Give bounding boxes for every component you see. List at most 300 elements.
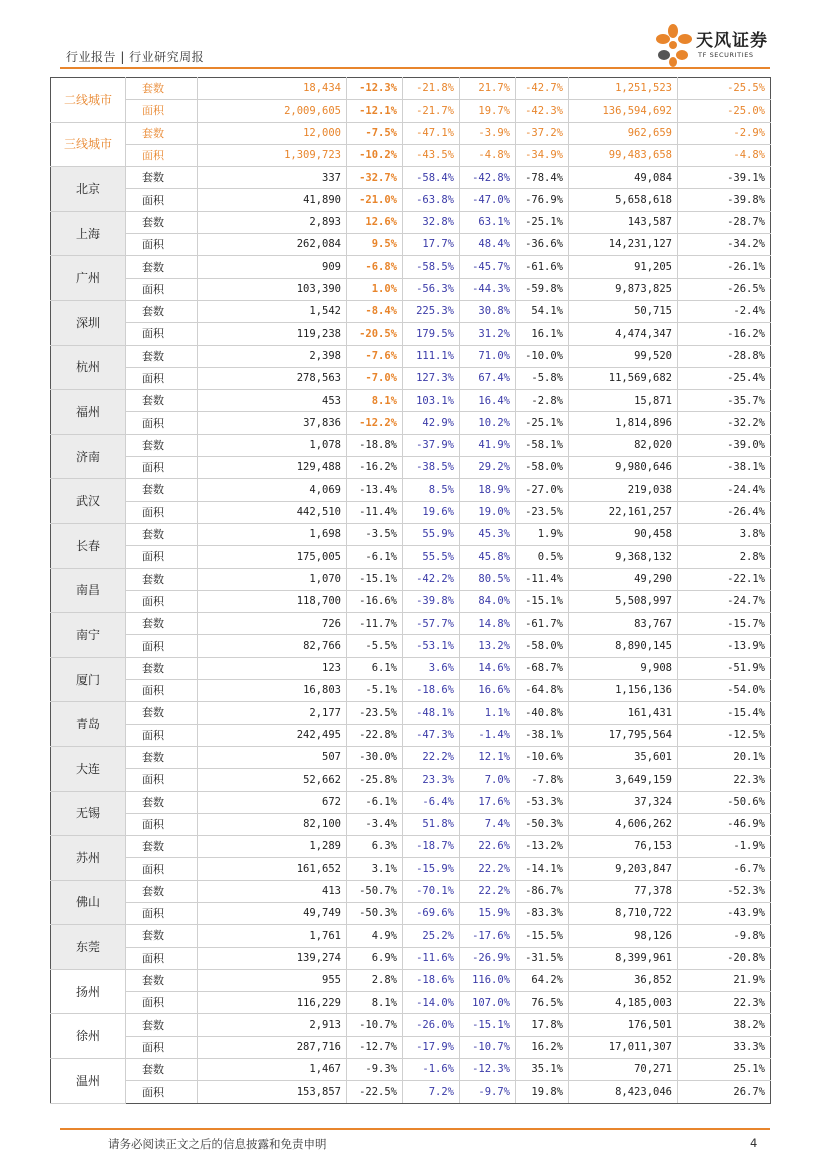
metric-label-cell: 套数	[126, 256, 198, 278]
value-cell: 413	[198, 880, 347, 902]
value-cell: -27.0%	[516, 479, 569, 501]
value-cell: 16.4%	[460, 390, 516, 412]
city-name-cell: 福州	[51, 390, 126, 435]
metric-label-cell: 套数	[126, 1059, 198, 1081]
value-cell: -3.4%	[347, 813, 403, 835]
value-cell: 179.5%	[403, 323, 460, 345]
value-cell: 80.5%	[460, 568, 516, 590]
table-row	[51, 947, 771, 969]
value-cell: 48.4%	[460, 234, 516, 256]
value-cell: 161,431	[569, 702, 678, 724]
value-cell: 127.3%	[403, 367, 460, 389]
value-cell: 9,908	[569, 657, 678, 679]
value-cell: 15,871	[569, 390, 678, 412]
metric-label-cell: 套数	[126, 122, 198, 144]
metric-label-cell: 面积	[126, 813, 198, 835]
value-cell: -12.3%	[460, 1059, 516, 1081]
value-cell: -50.3%	[516, 813, 569, 835]
value-cell: -50.6%	[678, 791, 771, 813]
value-cell: -47.1%	[403, 122, 460, 144]
company-logo	[652, 22, 782, 68]
value-cell: 219,038	[569, 479, 678, 501]
value-cell: -11.4%	[347, 501, 403, 523]
value-cell: 4,474,347	[569, 323, 678, 345]
value-cell: -17.9%	[403, 1036, 460, 1058]
value-cell: -53.1%	[403, 635, 460, 657]
value-cell: 22.6%	[460, 836, 516, 858]
value-cell: 29.2%	[460, 457, 516, 479]
value-cell: 176,501	[569, 1014, 678, 1036]
metric-label-cell: 面积	[126, 947, 198, 969]
metric-label-cell: 套数	[126, 1014, 198, 1036]
value-cell: 1,698	[198, 523, 347, 545]
value-cell: -58.0%	[516, 457, 569, 479]
value-cell: -50.3%	[347, 902, 403, 924]
value-cell: -24.7%	[678, 590, 771, 612]
value-cell: -26.9%	[460, 947, 516, 969]
value-cell: -11.7%	[347, 613, 403, 635]
metric-label-cell: 套数	[126, 746, 198, 768]
value-cell: -25.5%	[678, 78, 771, 100]
value-cell: -14.1%	[516, 858, 569, 880]
table-row	[51, 791, 771, 813]
page-number: 4	[750, 1136, 758, 1150]
city-name-cell: 苏州	[51, 836, 126, 881]
table-row	[51, 880, 771, 902]
value-cell: -6.1%	[347, 791, 403, 813]
value-cell: -42.2%	[403, 568, 460, 590]
value-cell: -2.8%	[516, 390, 569, 412]
value-cell: 1,814,896	[569, 412, 678, 434]
value-cell: 13.2%	[460, 635, 516, 657]
value-cell: -9.3%	[347, 1059, 403, 1081]
value-cell: -61.6%	[516, 256, 569, 278]
value-cell: -21.7%	[403, 100, 460, 122]
value-cell: 52,662	[198, 769, 347, 791]
value-cell: 99,483,658	[569, 144, 678, 166]
logo-english-name: TF SECURITIES	[698, 51, 754, 59]
value-cell: -51.9%	[678, 657, 771, 679]
value-cell: 123	[198, 657, 347, 679]
value-cell: 45.8%	[460, 546, 516, 568]
value-cell: 33.3%	[678, 1036, 771, 1058]
value-cell: -50.7%	[347, 880, 403, 902]
value-cell: 7.2%	[403, 1081, 460, 1103]
value-cell: 8,399,961	[569, 947, 678, 969]
housing-sales-table	[50, 77, 771, 1104]
value-cell: -69.6%	[403, 902, 460, 924]
metric-label-cell: 面积	[126, 902, 198, 924]
value-cell: 18.9%	[460, 479, 516, 501]
city-name-cell: 长春	[51, 523, 126, 568]
value-cell: -18.6%	[403, 969, 460, 991]
metric-label-cell: 套数	[126, 434, 198, 456]
value-cell: -83.3%	[516, 902, 569, 924]
city-name-cell: 深圳	[51, 300, 126, 345]
value-cell: -24.4%	[678, 479, 771, 501]
value-cell: -26.1%	[678, 256, 771, 278]
value-cell: -16.2%	[347, 457, 403, 479]
table-row	[51, 969, 771, 991]
value-cell: -34.2%	[678, 234, 771, 256]
city-name-cell: 北京	[51, 167, 126, 212]
value-cell: 14.8%	[460, 613, 516, 635]
value-cell: -15.1%	[347, 568, 403, 590]
value-cell: 76,153	[569, 836, 678, 858]
value-cell: -22.1%	[678, 568, 771, 590]
value-cell: 3,649,159	[569, 769, 678, 791]
value-cell: 8,890,145	[569, 635, 678, 657]
value-cell: 31.2%	[460, 323, 516, 345]
metric-label-cell: 套数	[126, 167, 198, 189]
value-cell: 30.8%	[460, 300, 516, 322]
value-cell: -11.6%	[403, 947, 460, 969]
value-cell: 49,749	[198, 902, 347, 924]
table-row	[51, 479, 771, 501]
value-cell: 12.6%	[347, 211, 403, 233]
value-cell: 3.8%	[678, 523, 771, 545]
value-cell: -16.2%	[678, 323, 771, 345]
metric-label-cell: 套数	[126, 880, 198, 902]
table-body	[51, 78, 771, 1104]
value-cell: 2,177	[198, 702, 347, 724]
value-cell: -14.0%	[403, 992, 460, 1014]
value-cell: -44.3%	[460, 278, 516, 300]
value-cell: 67.4%	[460, 367, 516, 389]
value-cell: -1.4%	[460, 724, 516, 746]
table-row	[51, 590, 771, 612]
value-cell: -39.0%	[678, 434, 771, 456]
value-cell: -26.0%	[403, 1014, 460, 1036]
table-row	[51, 78, 771, 100]
value-cell: 1,289	[198, 836, 347, 858]
value-cell: 9,203,847	[569, 858, 678, 880]
value-cell: -13.2%	[516, 836, 569, 858]
value-cell: -20.8%	[678, 947, 771, 969]
value-cell: 49,084	[569, 167, 678, 189]
value-cell: 25.2%	[403, 925, 460, 947]
value-cell: 1,542	[198, 300, 347, 322]
value-cell: 1.9%	[516, 523, 569, 545]
city-name-cell: 大连	[51, 746, 126, 791]
value-cell: 278,563	[198, 367, 347, 389]
value-cell: -31.5%	[516, 947, 569, 969]
value-cell: 26.7%	[678, 1081, 771, 1103]
city-name-cell: 二线城市	[51, 78, 126, 123]
value-cell: -3.9%	[460, 122, 516, 144]
value-cell: -58.1%	[516, 434, 569, 456]
value-cell: 139,274	[198, 947, 347, 969]
value-cell: -61.7%	[516, 613, 569, 635]
table-row	[51, 1014, 771, 1036]
value-cell: 8.1%	[347, 390, 403, 412]
value-cell: 1,070	[198, 568, 347, 590]
value-cell: -13.9%	[678, 635, 771, 657]
value-cell: -9.8%	[678, 925, 771, 947]
value-cell: 129,488	[198, 457, 347, 479]
value-cell: -48.1%	[403, 702, 460, 724]
metric-label-cell: 面积	[126, 144, 198, 166]
metric-label-cell: 面积	[126, 590, 198, 612]
metric-label-cell: 面积	[126, 724, 198, 746]
value-cell: -12.1%	[347, 100, 403, 122]
value-cell: 38.2%	[678, 1014, 771, 1036]
table-row	[51, 992, 771, 1014]
value-cell: 3.1%	[347, 858, 403, 880]
value-cell: -8.4%	[347, 300, 403, 322]
value-cell: 8,710,722	[569, 902, 678, 924]
metric-label-cell: 面积	[126, 1081, 198, 1103]
value-cell: 116.0%	[460, 969, 516, 991]
value-cell: -22.8%	[347, 724, 403, 746]
value-cell: -5.8%	[516, 367, 569, 389]
value-cell: 1,309,723	[198, 144, 347, 166]
city-name-cell: 济南	[51, 434, 126, 479]
value-cell: 19.0%	[460, 501, 516, 523]
value-cell: 42.9%	[403, 412, 460, 434]
value-cell: -43.9%	[678, 902, 771, 924]
value-cell: -10.2%	[347, 144, 403, 166]
city-name-cell: 东莞	[51, 925, 126, 970]
value-cell: 5,658,618	[569, 189, 678, 211]
value-cell: 442,510	[198, 501, 347, 523]
value-cell: -15.5%	[516, 925, 569, 947]
value-cell: 1.1%	[460, 702, 516, 724]
metric-label-cell: 套数	[126, 78, 198, 100]
table-row	[51, 1081, 771, 1103]
value-cell: -15.9%	[403, 858, 460, 880]
value-cell: -76.9%	[516, 189, 569, 211]
value-cell: 6.9%	[347, 947, 403, 969]
value-cell: 54.1%	[516, 300, 569, 322]
value-cell: 2,893	[198, 211, 347, 233]
value-cell: 111.1%	[403, 345, 460, 367]
metric-label-cell: 面积	[126, 367, 198, 389]
value-cell: -32.2%	[678, 412, 771, 434]
value-cell: 64.2%	[516, 969, 569, 991]
header-divider	[60, 67, 770, 69]
value-cell: 507	[198, 746, 347, 768]
value-cell: -25.1%	[516, 211, 569, 233]
city-name-cell: 厦门	[51, 657, 126, 702]
value-cell: -28.8%	[678, 345, 771, 367]
value-cell: 287,716	[198, 1036, 347, 1058]
value-cell: 1,078	[198, 434, 347, 456]
table-row	[51, 813, 771, 835]
value-cell: 909	[198, 256, 347, 278]
value-cell: 9,873,825	[569, 278, 678, 300]
value-cell: 4.9%	[347, 925, 403, 947]
metric-label-cell: 面积	[126, 992, 198, 1014]
value-cell: -15.4%	[678, 702, 771, 724]
value-cell: 14,231,127	[569, 234, 678, 256]
value-cell: 12,000	[198, 122, 347, 144]
table-row	[51, 278, 771, 300]
value-cell: 19.8%	[516, 1081, 569, 1103]
metric-label-cell: 面积	[126, 278, 198, 300]
value-cell: -6.8%	[347, 256, 403, 278]
table-row	[51, 746, 771, 768]
value-cell: -7.5%	[347, 122, 403, 144]
value-cell: 153,857	[198, 1081, 347, 1103]
table-row	[51, 546, 771, 568]
table-row	[51, 635, 771, 657]
flower-logo-icon	[652, 22, 694, 68]
value-cell: -25.0%	[678, 100, 771, 122]
value-cell: -58.4%	[403, 167, 460, 189]
value-cell: 99,520	[569, 345, 678, 367]
city-name-cell: 南昌	[51, 568, 126, 613]
metric-label-cell: 套数	[126, 300, 198, 322]
metric-label-cell: 面积	[126, 457, 198, 479]
value-cell: -22.5%	[347, 1081, 403, 1103]
table-row	[51, 769, 771, 791]
table-row	[51, 323, 771, 345]
value-cell: 10.2%	[460, 412, 516, 434]
value-cell: -7.6%	[347, 345, 403, 367]
value-cell: 8.5%	[403, 479, 460, 501]
value-cell: -12.7%	[347, 1036, 403, 1058]
value-cell: -4.8%	[460, 144, 516, 166]
value-cell: -32.7%	[347, 167, 403, 189]
value-cell: -10.6%	[516, 746, 569, 768]
value-cell: -3.5%	[347, 523, 403, 545]
value-cell: 1.0%	[347, 278, 403, 300]
table-row	[51, 189, 771, 211]
value-cell: -10.7%	[460, 1036, 516, 1058]
value-cell: 17,011,307	[569, 1036, 678, 1058]
value-cell: 6.1%	[347, 657, 403, 679]
table-row	[51, 234, 771, 256]
value-cell: 4,185,003	[569, 992, 678, 1014]
value-cell: -15.7%	[678, 613, 771, 635]
value-cell: 19.7%	[460, 100, 516, 122]
metric-label-cell: 套数	[126, 479, 198, 501]
value-cell: -40.8%	[516, 702, 569, 724]
table-row	[51, 501, 771, 523]
value-cell: 9.5%	[347, 234, 403, 256]
value-cell: 15.9%	[460, 902, 516, 924]
value-cell: -25.4%	[678, 367, 771, 389]
value-cell: 136,594,692	[569, 100, 678, 122]
value-cell: -42.3%	[516, 100, 569, 122]
value-cell: -78.4%	[516, 167, 569, 189]
table-row	[51, 902, 771, 924]
metric-label-cell: 套数	[126, 613, 198, 635]
city-name-cell: 武汉	[51, 479, 126, 524]
value-cell: 49,290	[569, 568, 678, 590]
value-cell: 4,606,262	[569, 813, 678, 835]
value-cell: -39.8%	[678, 189, 771, 211]
city-name-cell: 上海	[51, 211, 126, 256]
value-cell: -4.8%	[678, 144, 771, 166]
table-row	[51, 702, 771, 724]
value-cell: 35,601	[569, 746, 678, 768]
value-cell: -15.1%	[460, 1014, 516, 1036]
value-cell: 17,795,564	[569, 724, 678, 746]
city-name-cell: 温州	[51, 1059, 126, 1104]
value-cell: -5.1%	[347, 680, 403, 702]
metric-label-cell: 套数	[126, 523, 198, 545]
value-cell: 22.3%	[678, 992, 771, 1014]
value-cell: 83,767	[569, 613, 678, 635]
value-cell: -38.5%	[403, 457, 460, 479]
table-row	[51, 412, 771, 434]
value-cell: 9,368,132	[569, 546, 678, 568]
value-cell: 962,659	[569, 122, 678, 144]
metric-label-cell: 套数	[126, 791, 198, 813]
value-cell: 103.1%	[403, 390, 460, 412]
value-cell: 6.3%	[347, 836, 403, 858]
metric-label-cell: 面积	[126, 635, 198, 657]
table-row	[51, 345, 771, 367]
value-cell: 36,852	[569, 969, 678, 991]
value-cell: 143,587	[569, 211, 678, 233]
value-cell: -70.1%	[403, 880, 460, 902]
value-cell: 161,652	[198, 858, 347, 880]
value-cell: 22.2%	[460, 880, 516, 902]
value-cell: 1,761	[198, 925, 347, 947]
metric-label-cell: 套数	[126, 836, 198, 858]
value-cell: 18,434	[198, 78, 347, 100]
value-cell: 19.6%	[403, 501, 460, 523]
value-cell: 17.7%	[403, 234, 460, 256]
value-cell: 955	[198, 969, 347, 991]
value-cell: 242,495	[198, 724, 347, 746]
value-cell: -18.8%	[347, 434, 403, 456]
value-cell: -26.5%	[678, 278, 771, 300]
value-cell: -43.5%	[403, 144, 460, 166]
value-cell: -5.5%	[347, 635, 403, 657]
value-cell: 1,251,523	[569, 78, 678, 100]
value-cell: 82,100	[198, 813, 347, 835]
value-cell: 21.7%	[460, 78, 516, 100]
value-cell: -53.3%	[516, 791, 569, 813]
value-cell: -47.0%	[460, 189, 516, 211]
value-cell: 225.3%	[403, 300, 460, 322]
table-container	[50, 77, 771, 1104]
value-cell: -16.6%	[347, 590, 403, 612]
metric-label-cell: 面积	[126, 1036, 198, 1058]
metric-label-cell: 套数	[126, 211, 198, 233]
value-cell: 20.1%	[678, 746, 771, 768]
value-cell: 7.0%	[460, 769, 516, 791]
value-cell: 337	[198, 167, 347, 189]
metric-label-cell: 套数	[126, 568, 198, 590]
table-row	[51, 657, 771, 679]
metric-label-cell: 面积	[126, 323, 198, 345]
metric-label-cell: 面积	[126, 501, 198, 523]
value-cell: -10.0%	[516, 345, 569, 367]
value-cell: 175,005	[198, 546, 347, 568]
value-cell: -25.8%	[347, 769, 403, 791]
table-row	[51, 434, 771, 456]
table-row	[51, 925, 771, 947]
value-cell: 22.3%	[678, 769, 771, 791]
city-name-cell: 杭州	[51, 345, 126, 390]
value-cell: -64.8%	[516, 680, 569, 702]
value-cell: -12.2%	[347, 412, 403, 434]
value-cell: 103,390	[198, 278, 347, 300]
logo-chinese-name: 天风证券	[696, 31, 768, 51]
value-cell: 32.8%	[403, 211, 460, 233]
table-row	[51, 122, 771, 144]
metric-label-cell: 套数	[126, 925, 198, 947]
value-cell: 55.9%	[403, 523, 460, 545]
metric-label-cell: 套数	[126, 390, 198, 412]
value-cell: 90,458	[569, 523, 678, 545]
value-cell: 726	[198, 613, 347, 635]
